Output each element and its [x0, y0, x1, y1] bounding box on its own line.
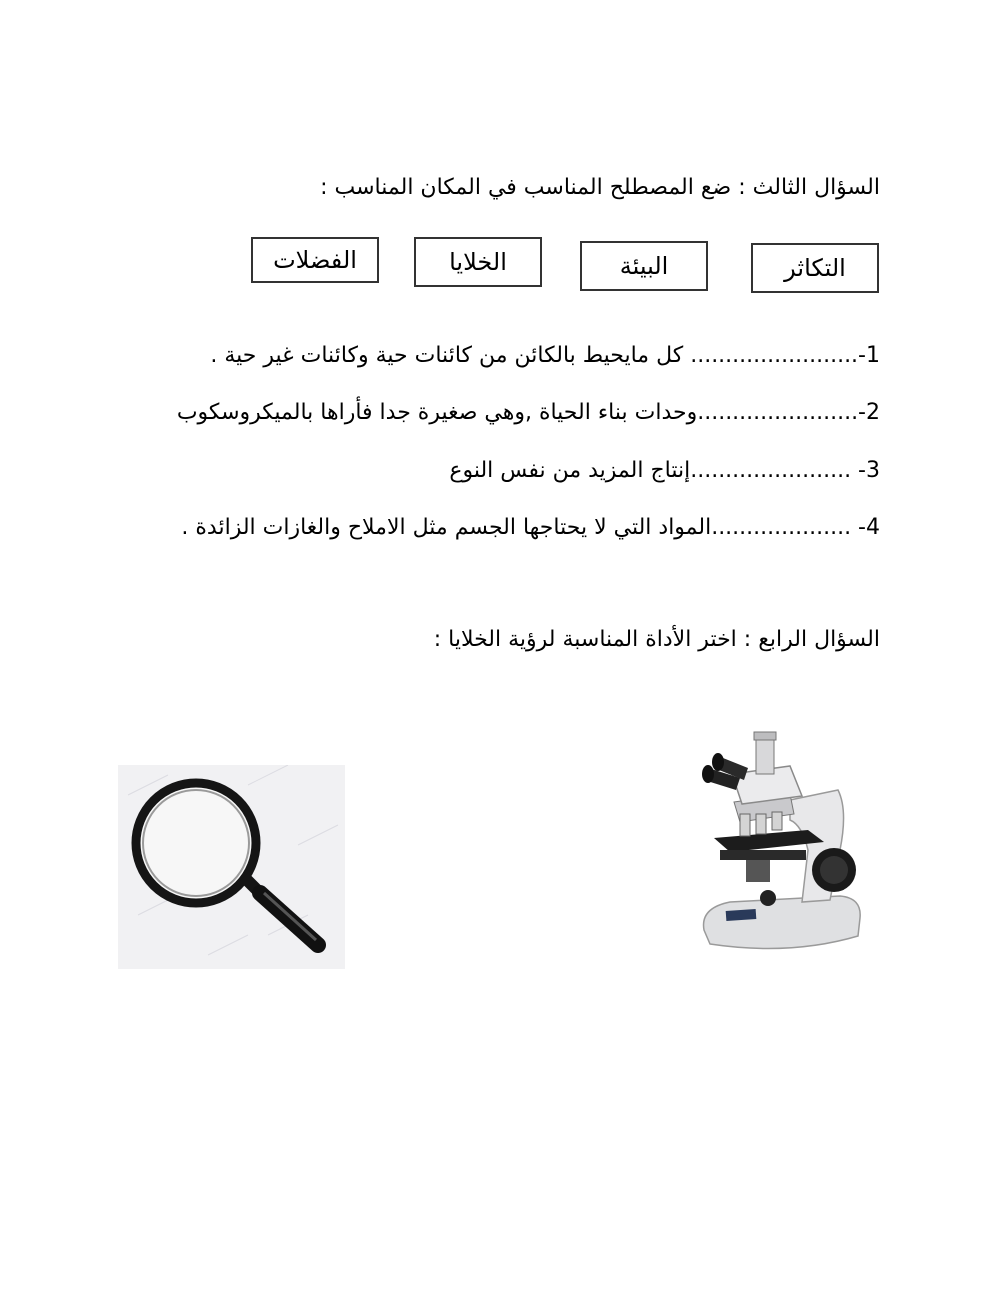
term-label: الخلايا — [449, 248, 507, 276]
term-box-environment[interactable] — [580, 241, 708, 291]
question-3-title: السؤال الثالث : ضع المصطلح المناسب في المكان المناسب : — [320, 175, 880, 200]
statement-1: 1-........................ كل مايحيط بالكائن من كائنات حية وكائنات غير حية . — [210, 343, 880, 368]
term-label: البيئة — [619, 252, 669, 280]
question-4-title: السؤال الرابع : اختر الأداة المناسبة لرؤية الخلايا : — [433, 627, 880, 652]
statement-2: 2-.......................وحدات بناء الحياة ,وهي صغيرة جدا فأراها بالميكروسكوب — [176, 400, 880, 425]
term-label: التكاثر — [784, 254, 846, 282]
term-box-waste[interactable] — [251, 237, 379, 283]
microscope-option[interactable] — [690, 730, 870, 960]
statement-3: 3- .......................إنتاج المزيد من نفس النوع — [449, 458, 880, 483]
term-box-cells[interactable] — [414, 237, 542, 287]
statement-4: 4- ....................المواد التي لا يحتاجها الجسم مثل الاملاح والغازات الزائدة . — [181, 515, 880, 540]
term-label: الفضلات — [273, 246, 357, 274]
magnifying-glass-icon — [118, 765, 345, 969]
microscope-icon — [690, 730, 870, 960]
term-box-reproduction[interactable] — [751, 243, 879, 293]
magnifying-glass-option[interactable] — [118, 765, 345, 969]
